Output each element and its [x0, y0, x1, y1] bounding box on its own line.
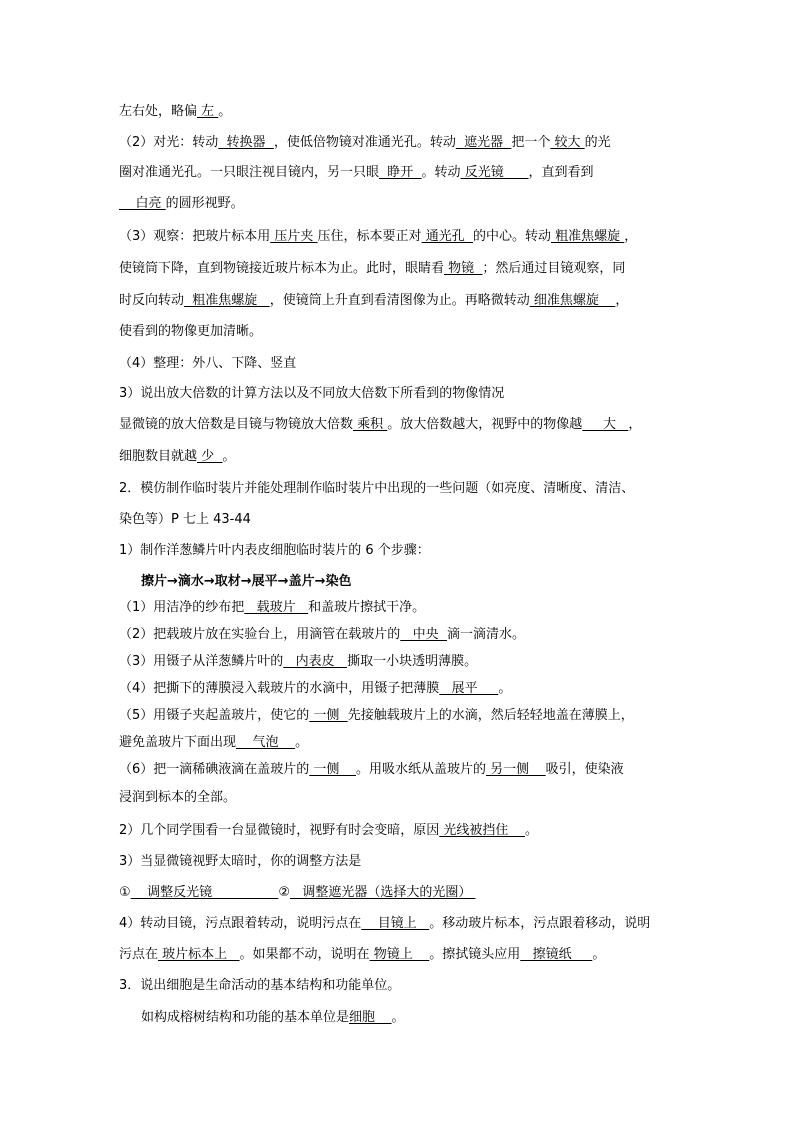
- line-tidy-up: （4）整理：外八、下降、竖直: [119, 356, 297, 371]
- line-step-5-cont: 避免盖玻片下面出现 气泡 。: [119, 735, 309, 750]
- line-section-2-heading-2: 染色等）P 七上 43-44: [119, 512, 251, 527]
- line-dirt-location-2: 污点在 玻片标本上 。如果都不动，说明在 物镜上 。擦拭镜头应用 擦镜纸 。: [119, 947, 606, 962]
- line-microscope-position: 左右处，略偏 左 。: [119, 104, 232, 119]
- line-magnification-1: 显微镜的放大倍数是目镜与物镜放大倍数 乘积 。放大倍数越大，视野中的物像越 大 ，: [119, 417, 642, 432]
- line-step-6-cont: 浸润到标本的全部。: [119, 790, 237, 805]
- line-observe-4: 使看到的物像更加清晰。: [119, 324, 263, 339]
- line-magnification-heading: 3）说出放大倍数的计算方法以及不同放大倍数下所看到的物像情况: [119, 386, 505, 401]
- line-cell-unit: 如构成榕树结构和功能的基本单位是细胞 。: [141, 1010, 405, 1025]
- line-light-alignment: （2）对光：转动 转换器 ，使低倍物镜对准通光孔。转动 遮光器 把一个 较大 的光: [119, 135, 611, 150]
- line-bright-field: 白亮 的圆形视野。: [119, 196, 244, 211]
- line-magnification-2: 细胞数目就越 少 。: [119, 449, 236, 464]
- line-observe-3: 时反向转动 粗准焦螺旋 ，使镜筒上升直到看清图像为止。再略微转动 细准焦螺旋 ，: [119, 293, 629, 308]
- line-step-5: （5）用镊子夹起盖玻片，使它的 一侧 先接触载玻片上的水滴，然后轻轻地盖在薄膜上，: [119, 708, 634, 723]
- line-step-6: （6）把一滴稀碘液滴在盖玻片的 一侧 。用吸水纸从盖玻片的 另一侧 吸引，使染液: [119, 762, 624, 777]
- line-observe-2: 使镜筒下降，直到物镜接近玻片标本为止。此时，眼睛看 物镜 ；然后通过目镜观察，同: [119, 261, 626, 276]
- line-adjust-methods: ① 调整反光镜 ② 调整遮光器（选择大的光圈）: [119, 885, 476, 900]
- line-dark-field-reason: 2）几个同学围看一台显微镜时，视野有时会变暗，原因 光线被挡住 。: [119, 823, 538, 838]
- line-step-2: （2）把载玻片放在实验台上，用滴管在载玻片的 中央 滴一滴清水。: [119, 627, 525, 642]
- line-step-3: （3）用镊子从洋葱鳞片叶的 内表皮 撕取一小块透明薄膜。: [119, 654, 478, 669]
- line-dirt-location-1: 4）转动目镜，污点跟着转动，说明污点在 目镜上 。移动玻片标本，污点跟着移动，说明: [119, 916, 651, 931]
- line-step-1: （1）用洁净的纱布把 载玻片 和盖玻片擦拭干净。: [119, 600, 426, 615]
- line-step-4: （4）把撕下的薄膜浸入载玻片的水滴中，用镊子把薄膜 展平 。: [119, 681, 512, 696]
- line-observe-1: （3）观察：把玻片标本用 压片夹 压住，标本要正对 通光孔 的中心。转动 粗准焦螺旋 ，: [119, 229, 638, 244]
- line-dark-field-adjust: 3）当显微镜视野太暗时，你的调整方法是: [119, 854, 362, 869]
- line-slide-steps: 擦片→滴水→取材→展平→盖片→染色: [141, 574, 352, 589]
- line-section-2-heading: 2．模仿制作临时装片并能处理制作临时装片中出现的一些问题（如亮度、清晰度、清洁、: [119, 481, 635, 496]
- line-section-3-heading: 3．说出细胞是生命活动的基本结构和功能单位。: [119, 978, 401, 993]
- line-light-alignment-2: 圈对准通光孔。一只眼注视目镜内，另一只眼 睁开 。转动 反光镜 ，直到看到: [119, 165, 594, 180]
- line-slide-steps-heading: 1）制作洋葱鳞片叶内表皮细胞临时装片的 6 个步骤：: [119, 543, 430, 558]
